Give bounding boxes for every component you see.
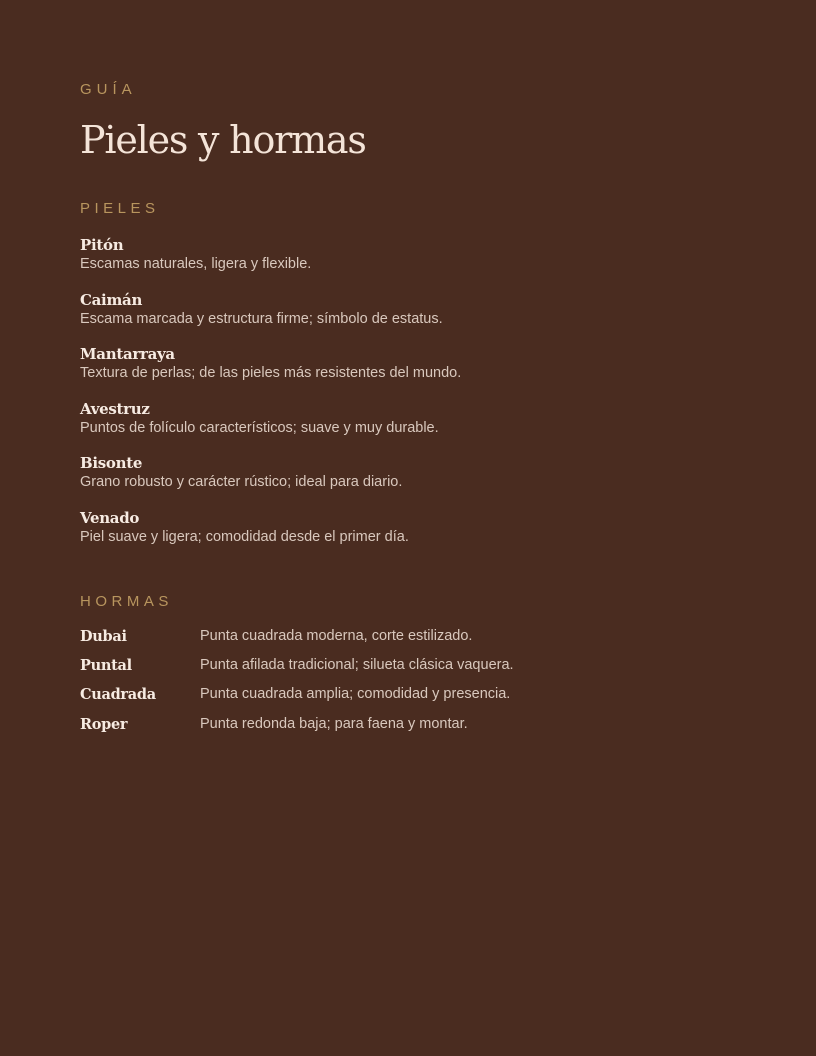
leather-name: Mantarraya	[80, 345, 175, 364]
last-description: Punta cuadrada moderna, corte estilizado.	[200, 628, 473, 644]
leather-name: Pitón	[80, 236, 124, 254]
last-name: Puntal	[80, 657, 132, 675]
last-name: Roper	[80, 715, 128, 733]
last-name: Dubai	[80, 628, 127, 645]
section-label-pieles: PIELES	[80, 200, 160, 217]
leather-name: Venado	[80, 508, 140, 527]
leather-description: Puntos de folículo característicos; suave y muy durable.	[80, 419, 439, 436]
last-row-puntal	[80, 655, 736, 684]
leather-item-caiman	[80, 290, 736, 345]
leather-description: Textura de perlas; de las pieles más resistentes del mundo.	[80, 365, 462, 382]
leather-name: Bisonte	[80, 454, 143, 473]
leather-description: Grano robusto y carácter rústico; ideal para diario.	[80, 474, 403, 491]
last-row-roper	[80, 714, 736, 743]
leather-item-mantarraya	[80, 344, 736, 399]
leather-item-bisonte	[80, 453, 736, 508]
leather-item-piton	[80, 235, 736, 290]
leather-name: Avestruz	[80, 399, 150, 418]
last-description: Punta redonda baja; para faena y montar.	[200, 715, 468, 732]
last-description: Punta afilada tradicional; silueta clásica vaquera.	[200, 657, 514, 674]
last-row-dubai	[80, 626, 736, 655]
guide-eyebrow: GUÍA	[80, 81, 137, 98]
leather-description: Escama marcada y estructura firme; símbolo de estatus.	[80, 310, 443, 327]
last-list	[80, 626, 736, 743]
leather-list	[80, 235, 736, 563]
last-row-cuadrada	[80, 684, 736, 713]
leather-description: Piel suave y ligera; comodidad desde el primer día.	[80, 528, 409, 545]
last-description: Punta cuadrada amplia; comodidad y presencia.	[200, 686, 511, 703]
page-title: Pieles y hormas	[80, 118, 366, 162]
leather-item-avestruz	[80, 399, 736, 454]
leather-description: Escamas naturales, ligera y flexible.	[80, 256, 312, 272]
leather-item-venado	[80, 508, 736, 563]
last-name: Cuadrada	[80, 686, 156, 704]
section-label-hormas: HORMAS	[80, 593, 173, 610]
leather-name: Caimán	[80, 290, 143, 309]
